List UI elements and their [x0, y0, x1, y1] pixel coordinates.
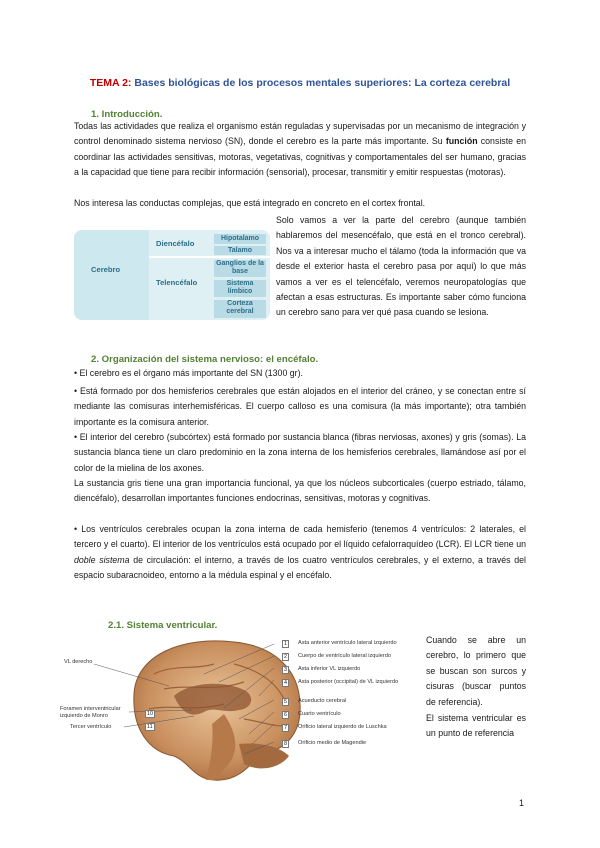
label-cuarto-ventriculo: Cuarto ventrículo [298, 711, 341, 717]
label-luschka: Orificio lateral izquierdo de Luschka [298, 724, 387, 730]
diagram-cerebro: Cerebro [91, 265, 121, 274]
paragraph-punto-referencia: El sistema ventricular es un punto de referencia [426, 713, 526, 739]
paragraph-sustancia-gris: La sustancia gris tiene una gran importancia funcional, ya que los núcleos subcorticales (cuerpo estriado, tálamo, diencéfalo), desarrollan importantes funciones endocrinas, sensitivas, motoras y cognitivas. [74, 478, 526, 504]
bullet-subcortex: • El interior del cerebro (subcórtex) está formado por sustancia blanca (fibras nerviosas, axones) y gris (somas). La sustancia blanca tiene un claro predominio en la zona interna de los hemisferios cerebrales, llamándose así por el color de la mielina de los axones. [74, 432, 526, 473]
label-asta-posterior: Asta posterior (occipital) de VL izquierdo [298, 679, 399, 685]
diagram-corteza: Corteza cerebral [214, 300, 266, 318]
diagram-talamo: Talamo [214, 246, 266, 255]
brain-structure-diagram [74, 230, 270, 320]
diagram-sistema-limbico: Sistema límbico [214, 280, 266, 297]
label-asta-anterior: Asta anterior ventrículo lateral izquierdo [298, 640, 397, 646]
label-acueducto: Acueducto cerebral [298, 698, 347, 704]
section-heading-introduccion: 1. Introducción. [91, 109, 163, 120]
bullet-organo: • El cerebro es el órgano más importante del SN (1300 gr). [74, 368, 303, 378]
label-asta-inferior: Asta inferior VL izquierdo [298, 666, 361, 672]
bullet-hemisferios: • Está formado por dos hemisferios cerebrales que están alojados en el interior del cráneo, y se conectan entre sí mediante las comisuras interhemisféricas. El cuerpo calloso es una comisura (la más importante); otra también importante es la comisura anterior. [74, 386, 526, 427]
paragraph-intro: Todas las actividades que realiza el organismo están reguladas y supervisadas por un mecanismo de integración y control denominado sistema nervioso (SN), donde el cerebro es la parte más importante. Su función consiste en coordinar las actividades sensitivas, motoras, vegetativas, cognitivas y comportamentales del ser humano, gracias a la capacidad que tiene para recibir información (sensorial), procesar, transmitir y emitir respuestas (motoras). [74, 121, 526, 178]
paragraph-abre-cerebro: Cuando se abre un cerebro, lo primero que se buscan son surcos y cisuras (buscar puntos de referencia). [426, 635, 526, 707]
diagram-diencefalo: Diencéfalo [156, 239, 195, 248]
label-tercer-ventriculo: Tercer ventrículo [70, 724, 112, 730]
page-number: 1 [518, 798, 524, 808]
paragraph-conductas: Nos interesa las conductas complejas, que está integrado en concreto en el cortex frontal. [74, 198, 426, 208]
diagram-hipotalamo: Hipotalamo [214, 234, 266, 244]
diagram-telencefalo: Telencéfalo [156, 278, 198, 287]
label-vl-derecho: VL derecho [64, 659, 93, 665]
label-cuerpo-vl: Cuerpo de ventrículo lateral izquierdo [298, 653, 391, 659]
label-foramen: Foramen interventricular izquierdo de Monro [60, 706, 121, 719]
paragraph-cerebro: Solo vamos a ver la parte del cerebro (aunque también hablaremos del mesencéfalo, que está en el tronco cerebral). Nos va a interesar mucho el tálamo (toda la información que va desde el exterior hasta el cerebro pasa por aquí) lo que más vamos a ver es el telencéfalo, veremos neuropatologías que afectan a esas estructuras. Es importante saber cómo funciona un cerebro sano para ver qué pasa cuando se lesiona. [276, 215, 526, 318]
section-heading-sistema-ventricular: 2.1. Sistema ventricular. [108, 620, 218, 631]
diagram-ganglios: Ganglios de la base [214, 260, 266, 277]
label-magendie: Orificio medio de Magendie [298, 740, 367, 746]
ventricular-system-figure: VL derecho Foramen interventricular izquierdo de Monro 10 Tercer ventrículo 11 1 Asta anterior ventrículo lateral izquierdo 2 Cuerpo de ventrículo lateral izquierdo 3 Asta inferior VL izquierdo 4 Asta posterior (occipital) de VL izquierdo 5 Acueducto cerebral 6 Cuarto ventrículo 7 Orificio lateral izquierdo de Luschka 8 Orificio medio de Magendie [74, 634, 418, 784]
bullet-ventriculos: • Los ventrículos cerebrales ocupan la zona interna de cada hemisferio (tenemos 4 ventrículos: 2 laterales, el tercero y el cuarto). El interior de los ventrículos está ocupado por el líquido cefalorraquídeo (LCR). El LCR tiene un doble sistema de circulación: el interno, a través de los cuatro ventrículos cerebrales, y el externo, a través del espacio subaracnoideo, entorno a la médula espinal y el encéfalo. [74, 524, 526, 581]
page-title: TEMA 2: Bases biológicas de los procesos mentales superiores: La corteza cerebral [89, 77, 511, 89]
section-heading-organizacion: 2. Organización del sistema nervioso: el encéfalo. [91, 354, 319, 365]
